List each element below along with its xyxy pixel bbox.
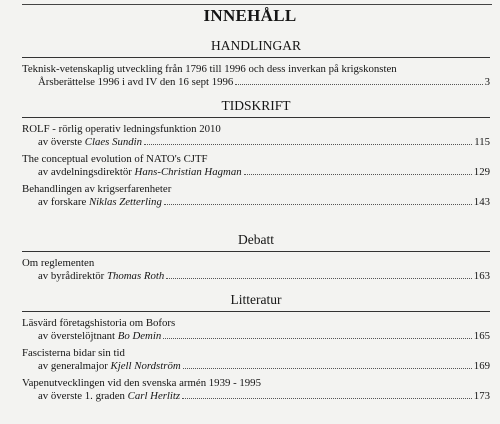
toc-entry[interactable] <box>22 317 490 343</box>
entry-title: Teknisk-vetenskaplig utveckling från 1796 till 1996 och dess inverkan på krigskonsten <box>22 63 397 75</box>
section-debatt <box>22 232 490 283</box>
entry-title: ROLF - rörlig operativ ledningsfunktion 2010 <box>22 123 221 135</box>
section-heading: Litteratur <box>230 292 282 307</box>
toc-entry[interactable] <box>22 257 490 283</box>
toc-entry[interactable] <box>22 347 490 373</box>
section-heading: HANDLINGAR <box>211 38 301 53</box>
toc-entry[interactable] <box>22 183 490 209</box>
toc-entry[interactable] <box>22 153 490 179</box>
leader-dots <box>244 174 472 175</box>
section-litteratur <box>22 292 490 403</box>
entry-page: 173 <box>473 390 490 402</box>
section-rule <box>22 117 490 118</box>
leader-dots <box>235 84 482 85</box>
entry-title: Läsvärd företagshistoria om Bofors <box>22 317 176 329</box>
entry-author: Bo Demin <box>117 330 162 342</box>
section-rule <box>22 251 490 252</box>
section-handlingar <box>22 38 490 89</box>
entry-page: 129 <box>473 166 490 178</box>
toc-entry[interactable] <box>22 63 490 89</box>
entry-byline: av överste 1. graden <box>38 390 128 402</box>
entry-page: 163 <box>473 270 490 282</box>
entry-page: 165 <box>473 330 490 342</box>
entry-title: Behandlingen av krigserfarenheter <box>22 183 172 195</box>
entry-page: 3 <box>484 76 490 88</box>
entry-byline: av forskare <box>38 196 89 208</box>
section-heading: TIDSKRIFT <box>221 98 291 113</box>
page-title: INNEHÅLL <box>203 6 297 25</box>
entry-page: 115 <box>474 136 490 148</box>
entry-author: Thomas Roth <box>106 270 165 282</box>
section-rule <box>22 311 490 312</box>
leader-dots <box>163 338 472 339</box>
entry-title: The conceptual evolution of NATO's CJTF <box>22 153 208 165</box>
leader-dots <box>182 398 472 399</box>
entry-author: Claes Sundin <box>84 136 143 148</box>
entry-title: Om reglementen <box>22 257 95 269</box>
entry-byline: Årsberättelse 1996 i avd IV den 16 sept 1996 <box>38 76 234 88</box>
entry-byline: av avdelningsdirektör <box>38 166 135 178</box>
entry-title: Vapenutvecklingen vid den svenska armén 1939 - 1995 <box>22 377 261 389</box>
entry-title: Fascisterna bidar sin tid <box>22 347 125 359</box>
toc-entry[interactable] <box>22 377 490 403</box>
leader-dots <box>183 368 472 369</box>
top-border <box>22 0 492 5</box>
entry-page: 143 <box>473 196 490 208</box>
section-heading: Debatt <box>238 232 274 247</box>
entry-author: Kjell Nordström <box>110 360 181 372</box>
leader-dots <box>164 204 472 205</box>
leader-dots <box>144 144 472 145</box>
entry-author: Niklas Zetterling <box>88 196 162 208</box>
entry-author: Carl Herlitz <box>127 390 181 402</box>
entry-author: Hans-Christian Hagman <box>134 166 242 178</box>
toc-entry[interactable] <box>22 123 490 149</box>
section-tidskrift <box>22 98 490 209</box>
leader-dots <box>166 278 472 279</box>
entry-byline: av byrådirektör <box>38 270 107 282</box>
entry-byline: av generalmajor <box>38 360 111 372</box>
entry-byline: av överstelöjtnant <box>38 330 118 342</box>
section-rule <box>22 57 490 58</box>
entry-page: 169 <box>473 360 490 372</box>
entry-byline: av överste <box>38 136 85 148</box>
